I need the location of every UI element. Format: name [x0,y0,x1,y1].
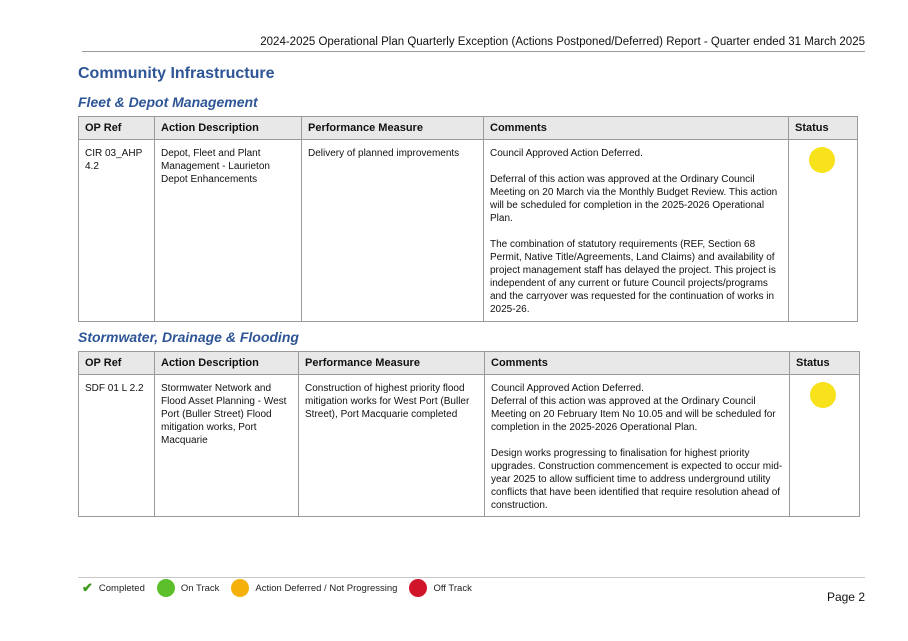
table-row [79,375,860,517]
status-legend [82,579,484,597]
col-op-ref: OP Ref [79,352,155,375]
footer-divider [78,577,865,578]
comments-cell [485,375,790,517]
legend-label: Off Track [433,582,472,594]
legend-off-track [409,579,471,597]
subsection-title-stormwater: Stormwater, Drainage & Flooding [78,329,299,345]
legend-completed [82,580,145,596]
col-performance-measure: Performance Measure [302,117,484,140]
comment-paragraph: The combination of statutory requirements (REF, Section 68 Permit, Native Title/Agreements, Land Claims) and availability of project management staff has delayed the project. This project is independent of any current or future Council projects/programs and the carryover was requested for the continuation of works in 2025-26. [490,239,776,315]
col-action-description: Action Description [155,352,299,375]
comment-paragraph: Deferral of this action was approved at the Ordinary Council Meeting on 20 March via the Monthly Budget Review. This action will be scheduled for completion in the 2025-2026 Operational Plan. [490,174,778,224]
col-status: Status [790,352,860,375]
col-action-description: Action Description [155,117,302,140]
col-op-ref: OP Ref [79,117,155,140]
page-number: Page 2 [826,590,865,604]
col-performance-measure: Performance Measure [299,352,485,375]
legend-label: On Track [180,582,220,594]
col-status: Status [789,117,858,140]
col-comments: Comments [484,117,789,140]
status-cell [789,140,858,322]
op-ref-cell: CIR 03_AHP 4.2 [79,140,155,322]
green-dot-icon [157,579,175,597]
comment-paragraph: Design works progressing to finalisation for highest priority upgrades. Construction commencement is expected to occur mid-year 2025 to allow sufficient time to address underground utility conflicts that have been identified that require resolution ahead of construction. [491,448,783,511]
stormwater-table [78,351,860,517]
report-header: 2024-2025 Operational Plan Quarterly Exception (Actions Postponed/Deferred) Report - Quarter ended 31 March 2025 [82,36,865,52]
table-header-row [79,117,858,140]
op-ref-cell: SDF 01 L 2.2 [79,375,155,517]
fleet-table [78,116,858,322]
action-cell: Depot, Fleet and Plant Management - Laurieton Depot Enhancements [155,140,302,322]
red-dot-icon [409,579,427,597]
legend-on-track [157,579,220,597]
status-dot-icon [810,382,836,408]
measure-cell: Delivery of planned improvements [302,140,484,322]
comment-paragraph: Council Approved Action Deferred. Deferral of this action was approved at the Ordinary Council Meeting on 20 February Item No 10.05 and will be scheduled for completion in the 2025-2026 Operational Plan. [491,383,776,433]
legend-label: Action Deferred / Not Progressing [255,582,398,594]
col-comments: Comments [485,352,790,375]
check-icon: ✔ [82,580,93,595]
section-title: Community Infrastructure [78,65,275,82]
amber-dot-icon [231,579,249,597]
legend-deferred [231,579,397,597]
status-dot-icon [809,147,835,173]
table-row [79,140,858,322]
subsection-title-fleet: Fleet & Depot Management [78,94,258,110]
table-header-row [79,352,860,375]
action-cell: Stormwater Network and Flood Asset Planning - West Port (Buller Street) Flood mitigation works, Port Macquarie [155,375,299,517]
legend-label: Completed [98,582,145,594]
status-cell [790,375,860,517]
comment-paragraph: Council Approved Action Deferred. [490,148,643,159]
measure-cell: Construction of highest priority flood mitigation works for West Port (Buller Street), Port Macquarie completed [299,375,485,517]
comments-cell [484,140,789,322]
